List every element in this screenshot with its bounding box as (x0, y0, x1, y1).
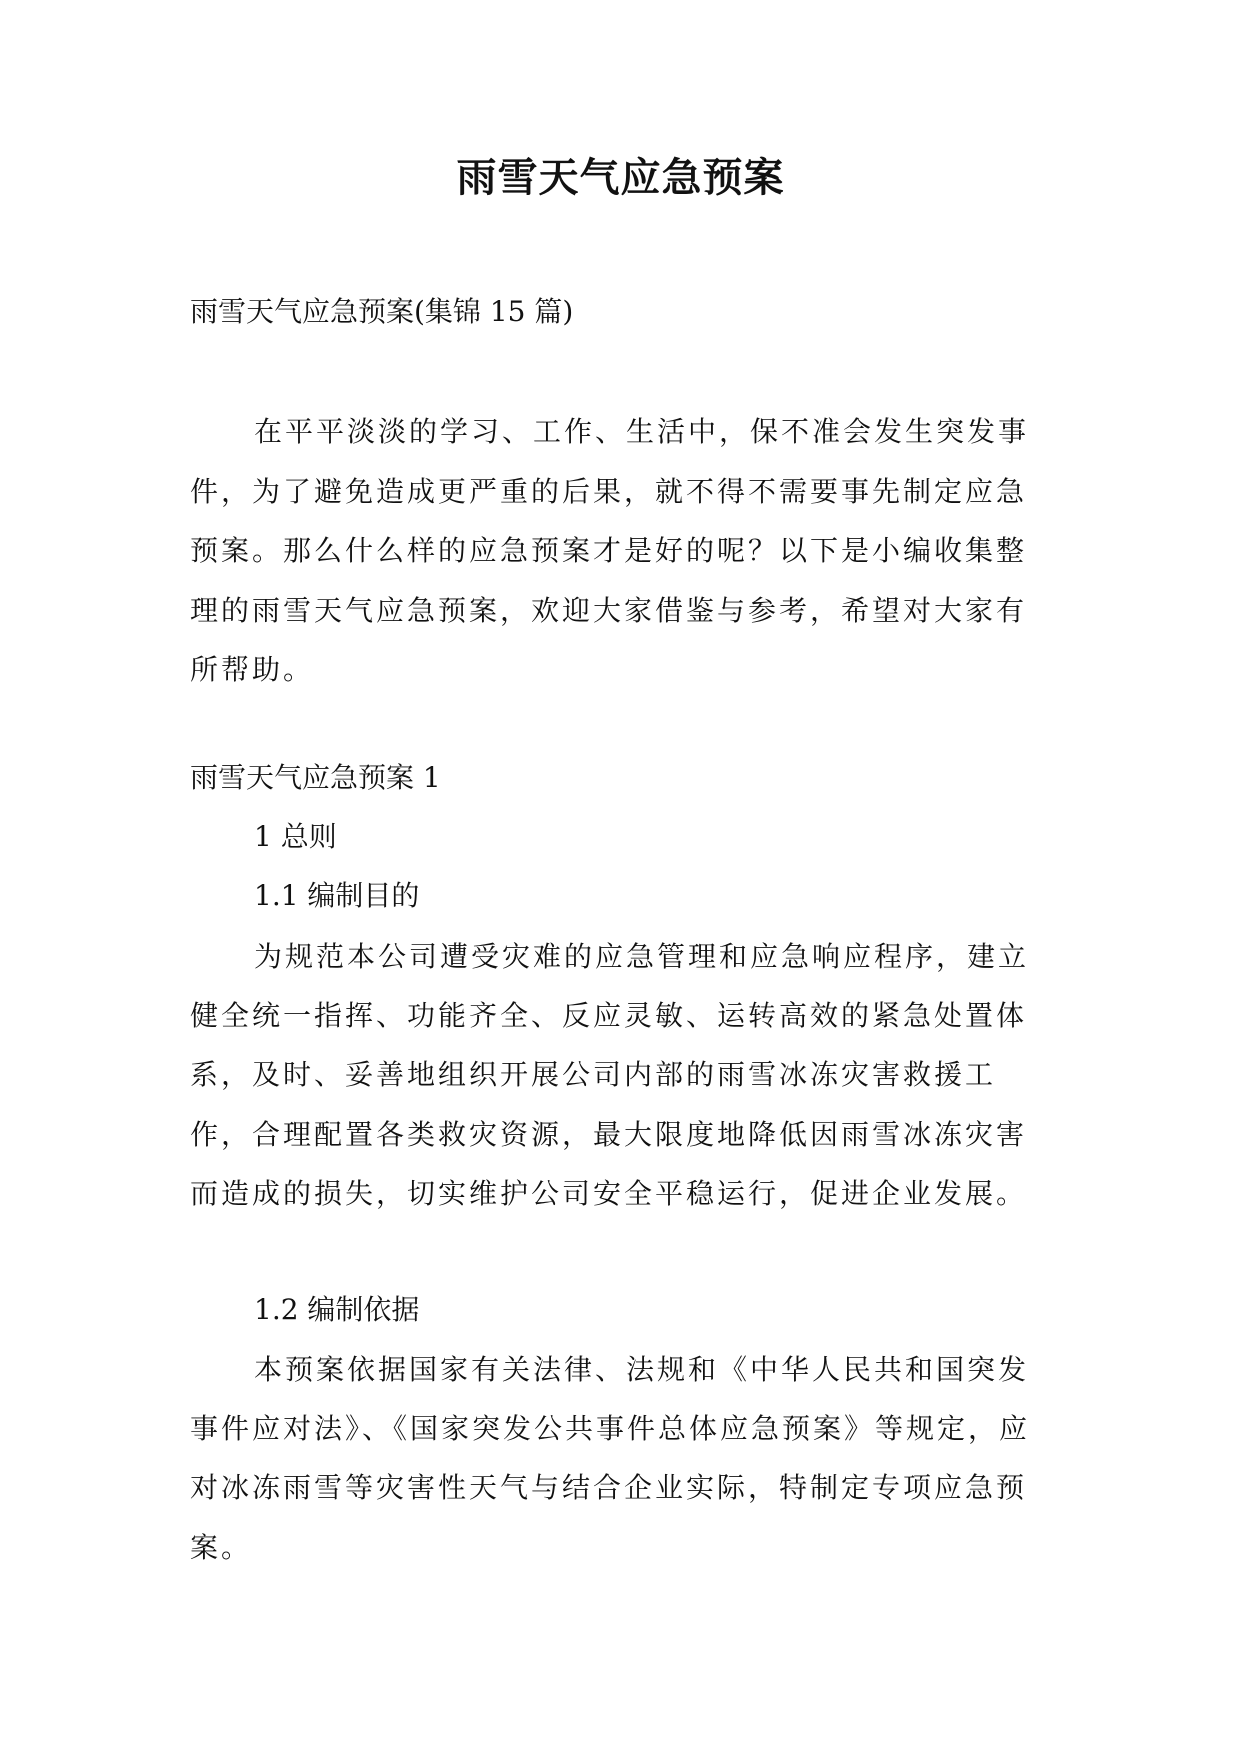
basis-paragraph: 本预案依据国家有关法律、法规和《中华人民共和国突发事件应对法》、《国家突发公共事件总体应急预案》等规定，应对冰冻雨雪等灾害性天气与结合企业实际，特制定专项应急预案。 (190, 1353, 1031, 1564)
document-title: 雨雪天气应急预案 (456, 155, 785, 201)
purpose-paragraph: 为规范本公司遭受灾难的应急管理和应急响应程序，建立健全统一指挥、功能齐全、反应灵敏、运转高效的紧急处置体系，及时、妥善地组织开展公司内部的雨雪冰冻灾害救援工作，合理配置各类救灾资源，最大限度地降低因雨雪冰冻灾害而造成的损失，切实维护公司安全平稳运行，促进企业发展。 (190, 940, 1030, 1210)
heading-basis: 1.2 编制依据 (254, 1293, 420, 1326)
document-subtitle: 雨雪天气应急预案(集锦 15 篇) (190, 295, 574, 328)
heading-purpose: 1.1 编制目的 (254, 879, 420, 912)
section-title: 雨雪天气应急预案 1 (190, 761, 441, 794)
heading-general-principles: 1 总则 (254, 820, 337, 853)
intro-paragraph: 在平平淡淡的学习、工作、生活中，保不准会发生突发事件，为了避免造成更严重的后果，就不得不需要事先制定应急预案。那么什么样的应急预案才是好的呢？以下是小编收集整理的雨雪天气应急预案，欢迎大家借鉴与参考，希望对大家有所帮助。 (190, 415, 1030, 686)
